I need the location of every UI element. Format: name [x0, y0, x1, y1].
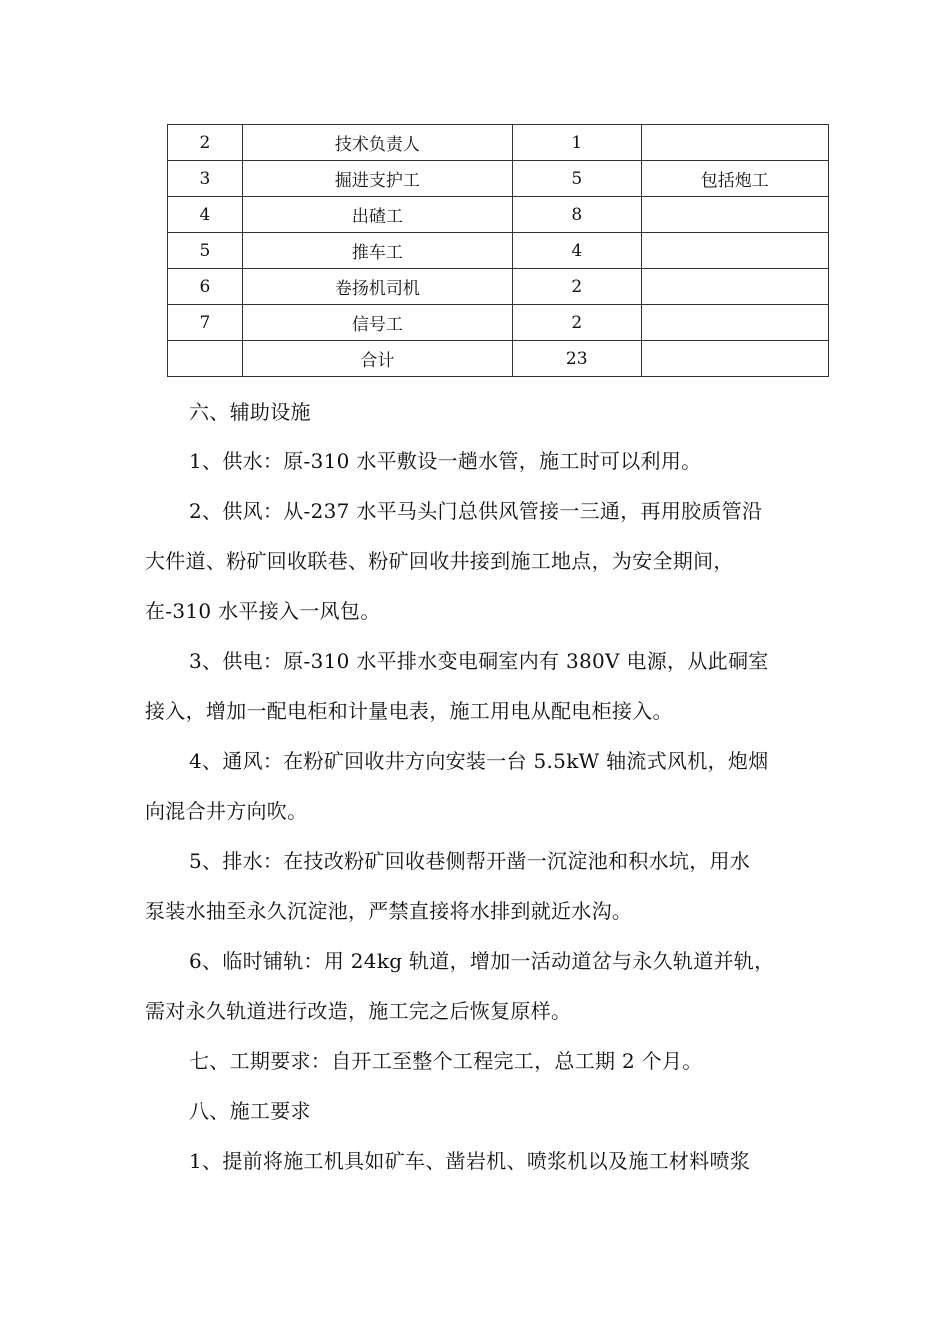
table-row	[168, 161, 829, 197]
row-number-cell: 7	[168, 305, 243, 341]
count-cell: 1	[512, 125, 641, 161]
count-cell: 23	[512, 341, 641, 377]
section-heading: 八、施工要求	[189, 1099, 311, 1123]
paragraph-line: 3、供电：原-310 水平排水变电硐室内有 380V 电源，从此硐室	[189, 649, 769, 673]
staffing-table-body	[168, 125, 829, 377]
role-cell: 信号工	[242, 305, 512, 341]
role-cell: 卷扬机司机	[242, 269, 512, 305]
row-number-cell	[168, 341, 243, 377]
role-cell: 技术负责人	[242, 125, 512, 161]
note-cell	[641, 305, 828, 341]
paragraph-line: 2、供风：从-237 水平马头门总供风管接一三通，再用胶质管沿	[189, 499, 763, 523]
paragraph-line: 接入，增加一配电柜和计量电表，施工用电从配电柜接入。	[145, 699, 673, 723]
count-cell: 2	[512, 305, 641, 341]
section-heading: 六、辅助设施	[189, 400, 311, 424]
role-cell: 出碴工	[242, 197, 512, 233]
section-heading: 七、工期要求：自开工至整个工程完工，总工期 2 个月。	[189, 1049, 703, 1073]
paragraph-line: 在-310 水平接入一风包。	[145, 599, 381, 623]
row-number-cell: 4	[168, 197, 243, 233]
paragraph-line: 1、供水：原-310 水平敷设一趟水管，施工时可以利用。	[189, 449, 702, 473]
paragraph-line: 泵装水抽至永久沉淀池，严禁直接将水排到就近水沟。	[145, 899, 633, 923]
paragraph-line: 4、通风：在粉矿回收井方向安装一台 5.5kW 轴流式风机，炮烟	[189, 749, 769, 773]
table-row	[168, 233, 829, 269]
table-row	[168, 305, 829, 341]
staffing-table	[167, 124, 829, 377]
note-cell	[641, 197, 828, 233]
count-cell: 8	[512, 197, 641, 233]
row-number-cell: 3	[168, 161, 243, 197]
table-row	[168, 341, 829, 377]
count-cell: 2	[512, 269, 641, 305]
note-cell	[641, 269, 828, 305]
role-cell: 掘进支护工	[242, 161, 512, 197]
table-row	[168, 197, 829, 233]
note-cell: 包括炮工	[641, 161, 828, 197]
role-cell: 推车工	[242, 233, 512, 269]
paragraph-line: 大件道、粉矿回收联巷、粉矿回收井接到施工地点，为安全期间，	[145, 549, 734, 573]
count-cell: 4	[512, 233, 641, 269]
row-number-cell: 5	[168, 233, 243, 269]
note-cell	[641, 341, 828, 377]
paragraph-line: 需对永久轨道进行改造，施工完之后恢复原样。	[145, 999, 572, 1023]
paragraph-line: 1、提前将施工机具如矿车、凿岩机、喷浆机以及施工材料喷浆	[189, 1149, 751, 1173]
role-cell: 合计	[242, 341, 512, 377]
paragraph-line: 6、临时铺轨：用 24kg 轨道，增加一活动道岔与永久轨道并轨，	[189, 949, 775, 973]
paragraph-line: 5、排水：在技改粉矿回收巷侧帮开凿一沉淀池和积水坑，用水	[189, 849, 751, 873]
table-row	[168, 269, 829, 305]
note-cell	[641, 125, 828, 161]
note-cell	[641, 233, 828, 269]
row-number-cell: 2	[168, 125, 243, 161]
count-cell: 5	[512, 161, 641, 197]
table-row	[168, 125, 829, 161]
row-number-cell: 6	[168, 269, 243, 305]
paragraph-line: 向混合井方向吹。	[145, 799, 308, 823]
